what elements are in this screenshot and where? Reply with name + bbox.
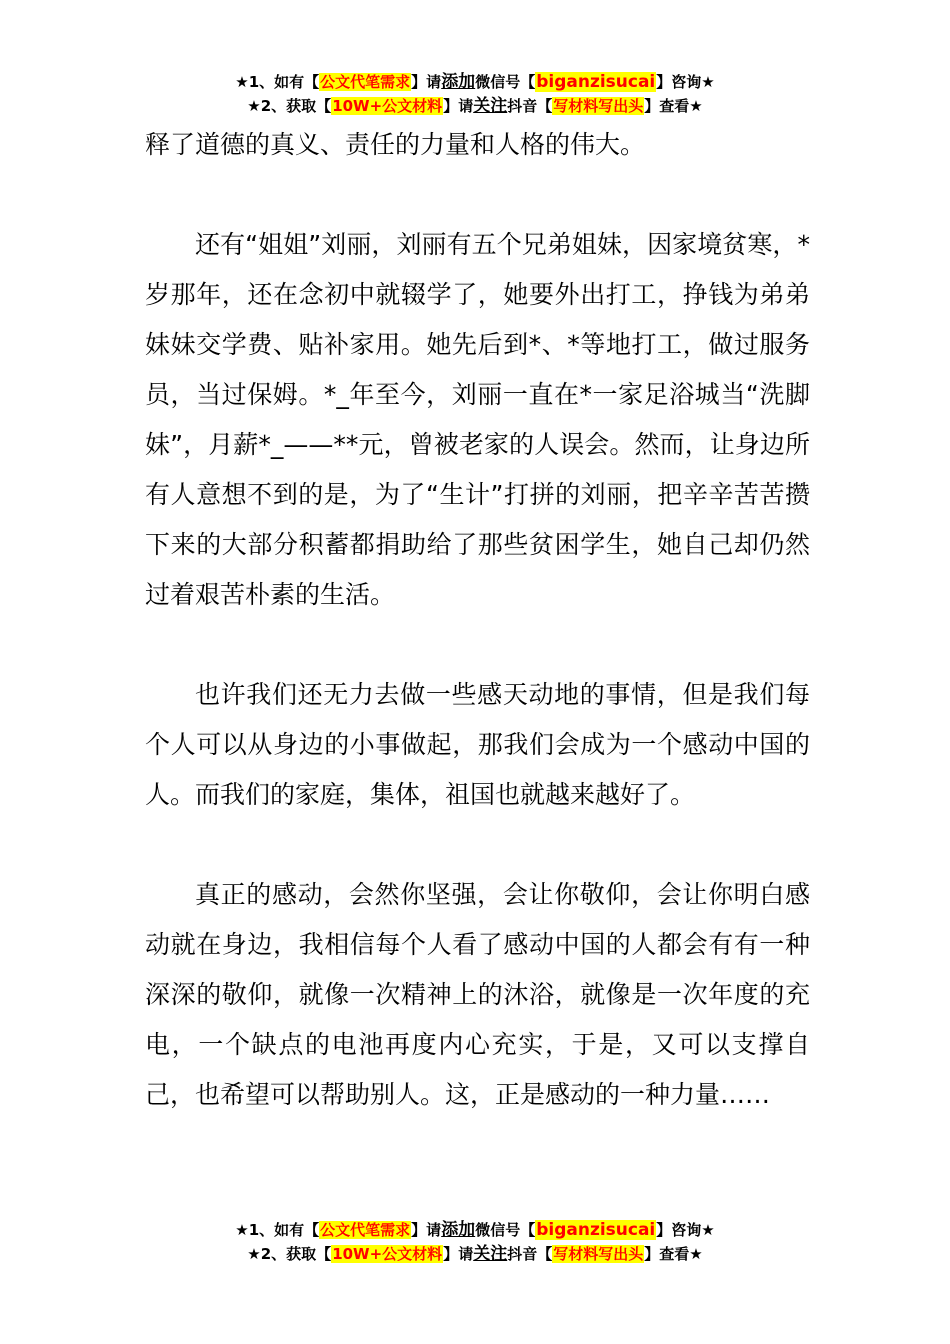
highlight-service: 公文代笔需求 [320,73,411,91]
banner-line-1 [0,70,950,94]
banner-line-2 [0,1242,950,1266]
banner-text: 抖音【 [507,1245,553,1263]
document-body [145,120,810,1170]
banner-emphasis: 添加 [441,72,476,92]
banner-text: 微信号【 [475,1221,536,1239]
banner-text: 】请 [443,97,474,115]
banner-text: 】咨询★ [656,73,715,91]
highlight-wechat-id: biganzisucai [536,1220,656,1240]
banner-text: 微信号【 [475,73,536,91]
banner-text: 】咨询★ [656,1221,715,1239]
paragraph-2: 还有“姐姐”刘丽，刘丽有五个兄弟姐妹，因家境贫寒，*岁那年，还在念初中就辍学了，她要外出打工，挣钱为弟弟妹妹交学费、贴补家用。她先后到*、*等地打工，做过服务员，当过保姆。*_年至今，刘丽一直在*一家足浴城当“洗脚妹”，月薪*_——**元，曾被老家的人误会。然而，让身边所有人意想不到的是，为了“生计”打拼的刘丽，把辛辛苦苦攒下来的大部分积蓄都捐助给了那些贫困学生，她自己却仍然过着艰苦朴素的生活。 [145,230,810,609]
banner-text: 】查看★ [644,97,703,115]
banner-emphasis: 关注 [473,96,508,116]
highlight-wechat-id: biganzisucai [536,72,656,92]
paragraph-4: 真正的感动，会然你坚强，会让你敬仰，会让你明白感动就在身边，我相信每个人看了感动中国的人都会有有一种深深的敬仰，就像一次精神上的沐浴，就像是一次年度的充电，一个缺点的电池再度内心充实，于是，又可以支撑自己，也希望可以帮助别人。这，正是感动的一种力量…… [145,880,810,1109]
banner-line-2 [0,94,950,118]
banner-text: ★2、获取【 [247,1245,332,1263]
banner-text: ★2、获取【 [247,97,332,115]
banner-text: ★1、如有【 [235,1221,320,1239]
footer-banner [0,1218,950,1266]
header-banner [0,70,950,118]
banner-text: 】查看★ [644,1245,703,1263]
paragraph-3: 也许我们还无力去做一些感天动地的事情，但是我们每个人可以从身边的小事做起，那我们会成为一个感动中国的人。而我们的家庭，集体，祖国也就越来越好了。 [145,680,810,809]
highlight-service: 公文代笔需求 [320,1221,411,1239]
banner-text: ★1、如有【 [235,73,320,91]
highlight-douyin-account: 写材料写出头 [553,97,644,115]
banner-text: 】请 [411,1221,442,1239]
banner-text: 】请 [411,73,442,91]
highlight-douyin-account: 写材料写出头 [553,1245,644,1263]
highlight-materials: 10W+公文材料 [332,1245,443,1263]
highlight-materials: 10W+公文材料 [332,97,443,115]
banner-line-1 [0,1218,950,1242]
banner-emphasis: 添加 [441,1220,476,1240]
banner-text: 抖音【 [507,97,553,115]
paragraph-1: 释了道德的真义、责任的力量和人格的伟大。 [145,130,646,159]
banner-emphasis: 关注 [473,1244,508,1264]
banner-text: 】请 [443,1245,474,1263]
